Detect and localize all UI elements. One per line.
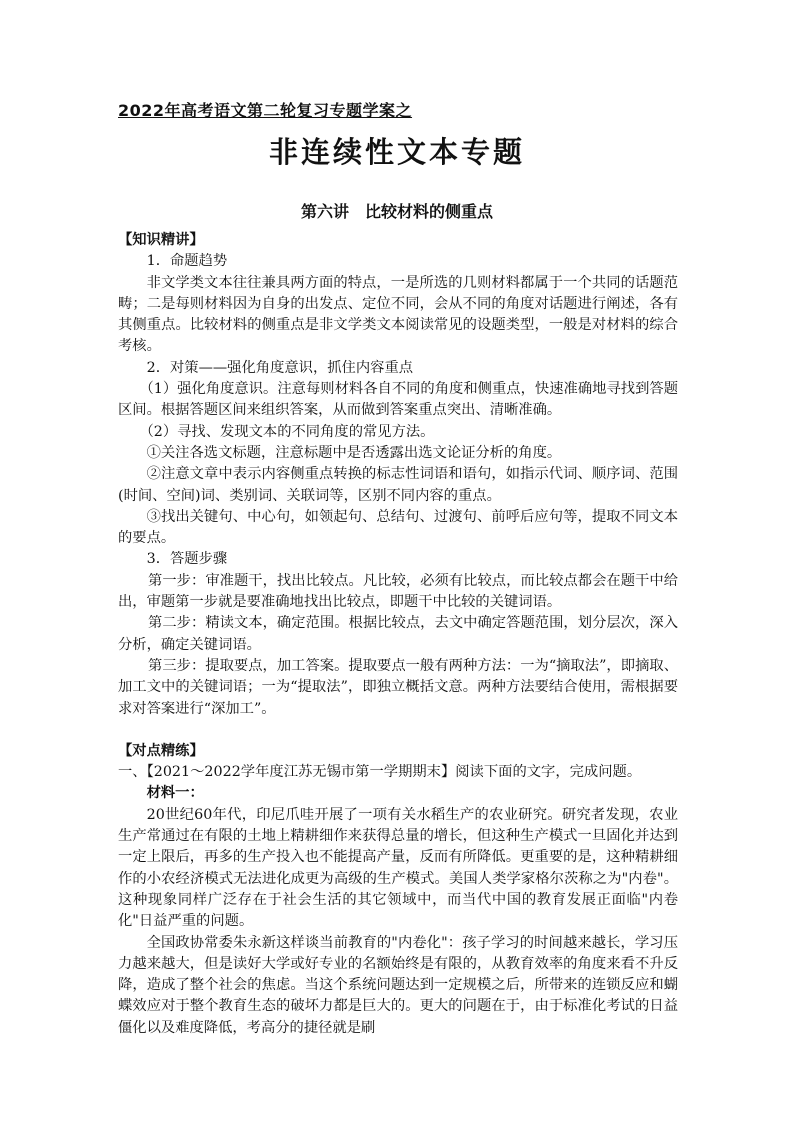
question-1-prompt: 一、【2021～2022学年度江苏无锡市第一学期期末】阅读下面的文字，完成问题。	[118, 764, 642, 781]
lecture-subtitle: 第六讲 比较材料的侧重点	[300, 202, 493, 221]
material-1-label: 材料一：	[146, 785, 204, 802]
step-2: 第二步：精读文本，确定范围。根据比较点，去文中确定答题范围，划分层次，深入分析，确定关键词语。	[118, 615, 678, 653]
material-1-paragraph-2: 全国政协常委朱永新这样谈当前教育的"内卷化"：孩子学习的时间越来越长，学习压力越来越大，但是读好大学或好专业的名额始终是有限的，从教育效率的角度来看不升反降，造成了整个社会的焦虑。当这个系统问题达到一定规模之后，所带来的连锁反应和蝴蝶效应对于整个教育生态的破坏力都是巨大的。更大的问题在于，由于标准化考试的日益僵化以及难度降低，考高分的捷径就是刷	[118, 934, 678, 1036]
steps-heading: 3．答题步骤	[146, 551, 228, 568]
practice-heading: 【对点精练】	[118, 742, 204, 759]
step-3: 第三步：提取要点，加工答案。提取要点一般有两种方法：一为“摘取法”，即摘取、加工文中的关键词语；一为“提取法”，即独立概括文意。两种方法要结合使用，需根据要求对答案进行“深加工”。	[118, 657, 678, 717]
document-pretitle: 2022年高考语文第二轮复习专题学案之	[118, 101, 413, 120]
document-title: 非连续性文本专题	[268, 135, 525, 169]
strategy-point-1: （1）强化角度意识。注意每则材料各自不同的角度和侧重点，快速准确地寻找到答题区间。根据答题区间来组织答案，从而做到答案重点突出、清晰准确。	[118, 381, 678, 419]
trend-heading: 1．命题趋势	[146, 253, 228, 270]
strategy-heading: 2．对策——强化角度意识，抓住内容重点	[146, 359, 414, 376]
method-item-2: ②注意文章中表示内容侧重点转换的标志性词语和语句，如指示代词、顺序词、范围(时间、空间)词、类别词、关联词等，区别不同内容的重点。	[118, 466, 678, 504]
method-item-1: ①关注各选文标题，注意标题中是否透露出选文论证分析的角度。	[146, 444, 562, 461]
strategy-point-2: （2）寻找、发现文本的不同角度的常见方法。	[139, 423, 435, 440]
document-body	[118, 230, 678, 1039]
knowledge-heading: 【知识精讲】	[118, 232, 204, 248]
trend-paragraph: 非文学类文本往往兼具两方面的特点，一是所选的几则材料都属于一个共同的话题范畴；二是每则材料因为自身的出发点、定位不同，会从不同的角度对话题进行阐述，各有其侧重点。比较材料的侧重点是非文学类文本阅读常见的设题类型，一般是对材料的综合考核。	[118, 274, 678, 355]
material-1-paragraph-1: 20世纪60年代，印尼爪哇开展了一项有关水稻生产的农业研究。研究者发现，农业生产常通过在有限的土地上精耕细作来获得总量的增长，但这种生产模式一旦固化并达到一定上限后，再多的生产投入也不能提高产量，反而有所降低。更重要的是，这种精耕细作的小农经济模式无法进化成更为高级的生产模式。美国人类学家格尔茨称之为"内卷"。这种现象同样广泛存在于社会生活的其它领域中，而当代中国的教育发展正面临"内卷化"日益严重的问题。	[118, 806, 678, 930]
section-spacer	[118, 720, 678, 741]
step-1: 第一步：审准题干，找出比较点。凡比较，必须有比较点，而比较点都会在题干中给出，审题第一步就是要准确地找出比较点，即题干中比较的关键词语。	[118, 572, 678, 611]
method-item-3: ③找出关键句、中心句，如领起句、总结句、过渡句、前呼后应句等，提取不同文本的要点。	[118, 508, 678, 547]
